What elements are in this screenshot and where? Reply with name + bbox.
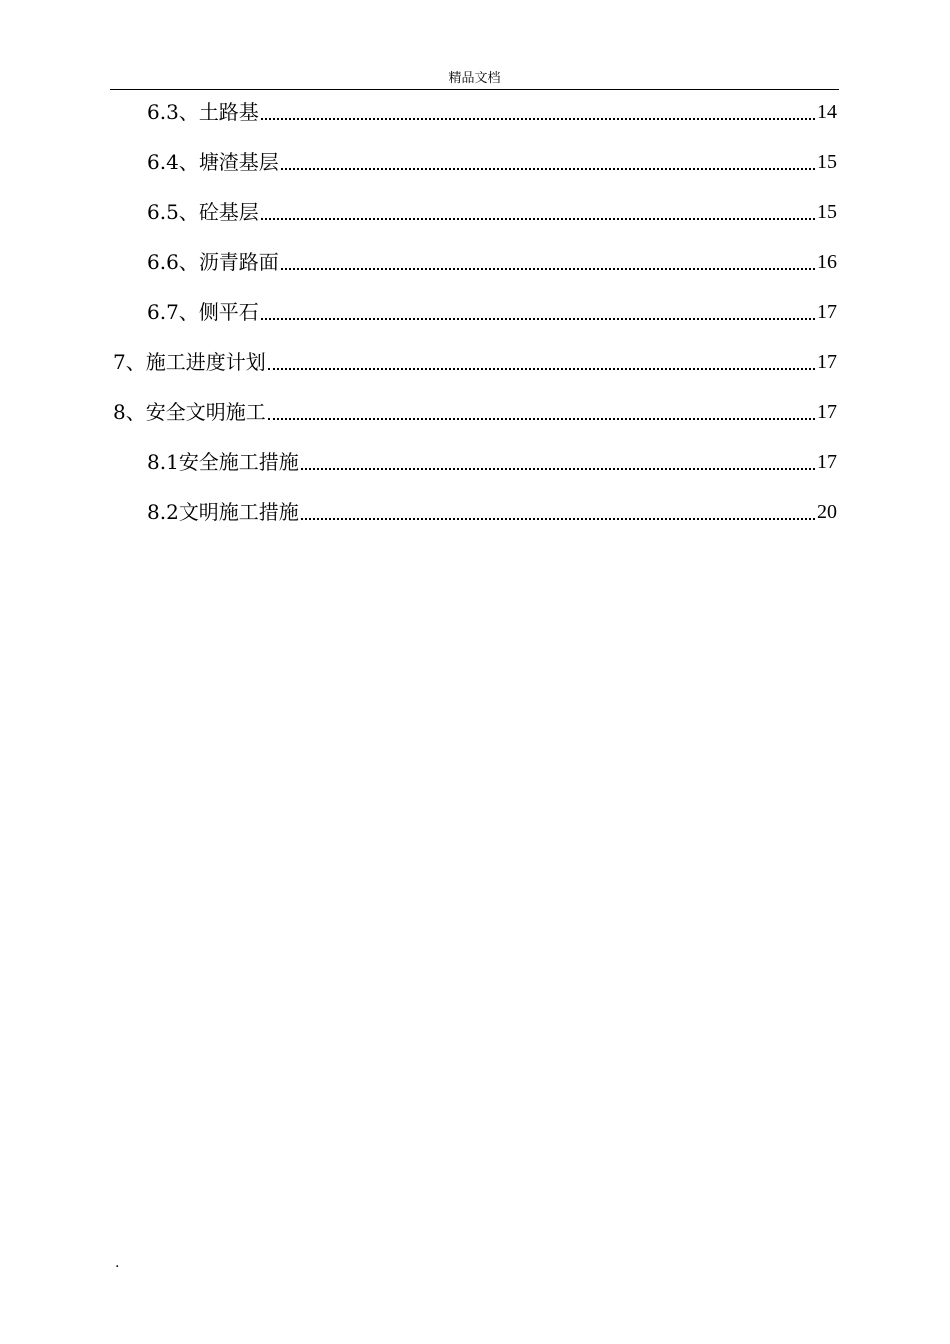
toc-entry-number: 8.1 xyxy=(147,450,179,474)
toc-entry-number: 7、 xyxy=(113,350,146,374)
toc-entry-page: 15 xyxy=(817,151,837,173)
toc-entry-number: 6.5、 xyxy=(147,200,199,224)
toc-entry-title: 砼基层 xyxy=(198,200,259,224)
toc-entry-8-1[interactable] xyxy=(147,448,837,474)
toc-entry-title: 安全施工措施 xyxy=(178,450,299,474)
toc-dot-leader xyxy=(261,300,815,324)
toc-entry-page: 16 xyxy=(817,251,837,273)
toc-entry-page: 17 xyxy=(817,451,837,473)
toc-entry-number: 6.3、 xyxy=(147,100,199,124)
toc-dot-leader xyxy=(261,100,815,124)
toc-entry-number: 6.4、 xyxy=(147,150,199,174)
footer-mark: . xyxy=(115,1255,120,1271)
toc-dot-leader xyxy=(281,150,815,174)
toc-entry-title: 安全文明施工 xyxy=(145,400,266,424)
toc-dot-leader xyxy=(301,500,815,524)
toc-entry-title: 侧平石 xyxy=(198,300,259,324)
toc-entry-page: 17 xyxy=(817,351,837,373)
toc-entry-6-6[interactable] xyxy=(147,248,837,274)
toc-entry-7[interactable] xyxy=(113,348,837,374)
toc-entry-page: 15 xyxy=(817,201,837,223)
toc-entry-8[interactable] xyxy=(113,398,837,424)
toc-entry-title: 土路基 xyxy=(198,100,259,124)
toc-entry-6-7[interactable] xyxy=(147,298,837,324)
toc-entry-title: 沥青路面 xyxy=(198,250,279,274)
toc-entry-number: 6.7、 xyxy=(147,300,199,324)
toc-entry-number: 8、 xyxy=(113,400,146,424)
toc-dot-leader xyxy=(261,200,815,224)
toc-entry-number: 6.6、 xyxy=(147,250,199,274)
toc-entry-6-4[interactable] xyxy=(147,148,837,174)
header-title: 精品文档 xyxy=(448,71,501,86)
toc-entry-number: 8.2 xyxy=(147,500,179,524)
toc-entry-page: 17 xyxy=(817,401,837,423)
toc-entry-title: 文明施工措施 xyxy=(178,500,299,524)
toc-entry-title: 施工进度计划 xyxy=(145,350,266,374)
toc-entry-page: 20 xyxy=(817,501,837,523)
toc-dot-leader xyxy=(268,400,815,424)
toc-entry-title: 塘渣基层 xyxy=(198,150,279,174)
toc-entry-6-5[interactable] xyxy=(147,198,837,224)
page-header xyxy=(110,70,839,90)
toc-entry-6-3[interactable] xyxy=(147,98,837,124)
toc-dot-leader xyxy=(301,450,815,474)
toc-entry-8-2[interactable] xyxy=(147,498,837,524)
toc-dot-leader xyxy=(268,350,815,374)
toc-dot-leader xyxy=(281,250,815,274)
toc-entry-page: 14 xyxy=(817,101,837,123)
toc-entry-page: 17 xyxy=(817,301,837,323)
